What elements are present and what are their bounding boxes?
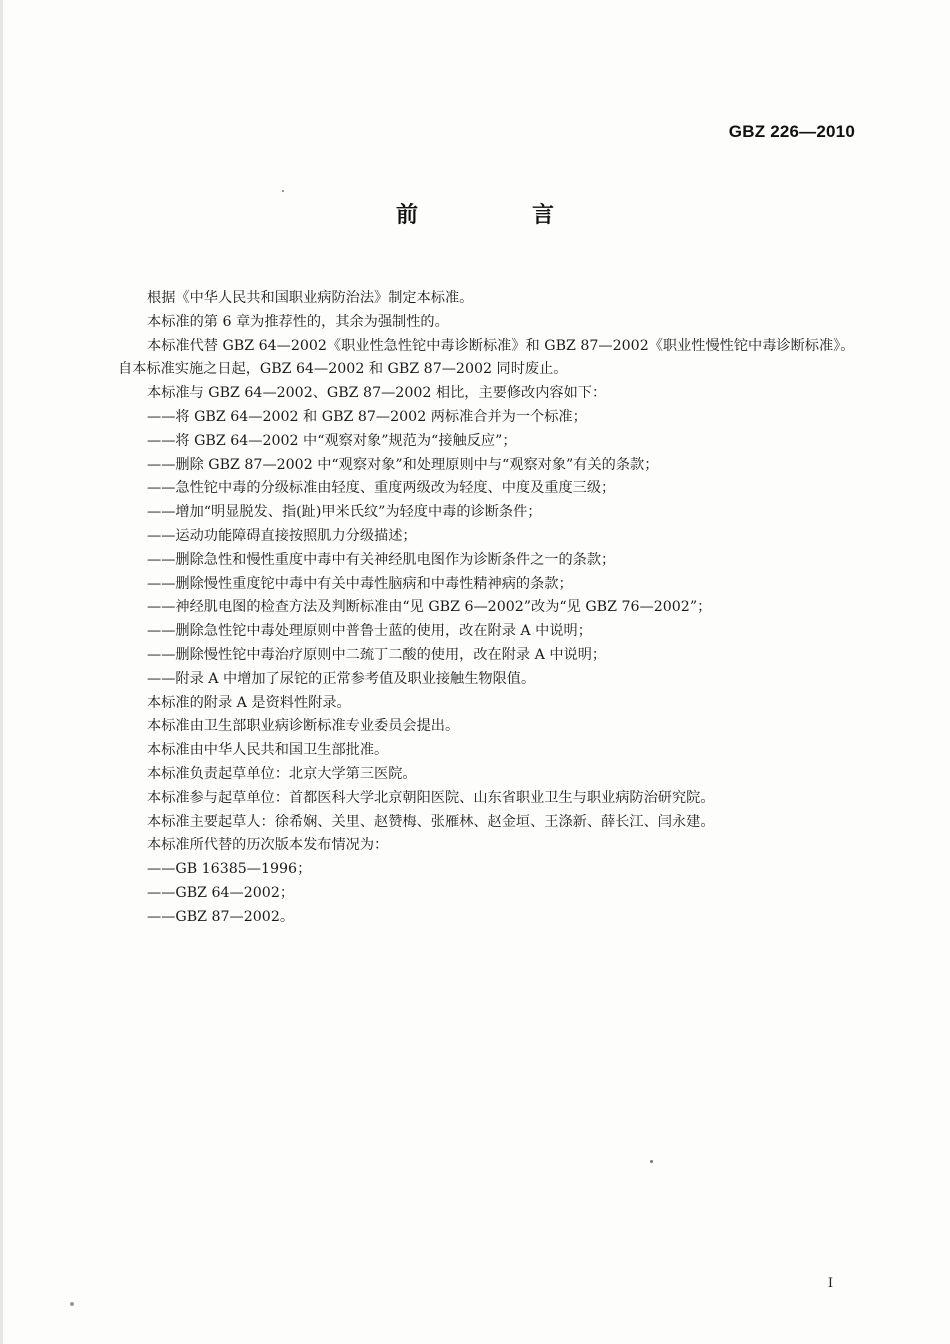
- scan-speck: [70, 1302, 74, 1306]
- standard-code: GBZ 226—2010: [728, 122, 855, 141]
- paragraph: 本标准参与起草单位：首都医科大学北京朝阳医院、山东省职业卫生与职业病防治研究院。: [147, 789, 715, 806]
- list-item: ——删除急性和慢性重度中毒中有关神经肌电图作为诊断条件之一的条款；: [147, 551, 616, 568]
- list-item: ——删除急性铊中毒处理原则中普鲁士蓝的使用，改在附录 A 中说明；: [147, 623, 592, 640]
- paragraph: 本标准由卫生部职业病诊断标准专业委员会提出。: [147, 718, 460, 735]
- list-item: ——增加“明显脱发、指(趾)甲米氏纹”为轻度中毒的诊断条件；: [147, 504, 542, 521]
- paragraph: 本标准的第 6 章为推荐性的，其余为强制性的。: [147, 313, 449, 330]
- paragraph: 本标准主要起草人：徐希娴、关里、赵赞梅、张雁林、赵金垣、王涤新、薛长江、闫永建。: [147, 813, 715, 830]
- page-title: 前 言: [395, 203, 600, 228]
- list-item: ——急性铊中毒的分级标准由轻度、重度两级改为轻度、中度及重度三级；: [147, 480, 616, 497]
- paragraph: 根据《中华人民共和国职业病防治法》制定本标准。: [147, 290, 474, 306]
- scan-speck: [282, 190, 284, 192]
- list-item: ——附录 A 中增加了尿铊的正常参考值及职业接触生物限值。: [147, 670, 536, 687]
- paragraph: 本标准由中华人民共和国卫生部批准。: [147, 742, 389, 759]
- list-item: ——GBZ 87—2002。: [147, 908, 295, 925]
- paragraph: 本标准负责起草单位：北京大学第三医院。: [147, 765, 417, 782]
- list-item: ——删除慢性铊中毒治疗原则中二巯丁二酸的使用，改在附录 A 中说明；: [147, 646, 607, 663]
- scan-speck: [650, 1160, 653, 1163]
- list-item: ——删除 GBZ 87—2002 中“观察对象”和处理原则中与“观察对象”有关的条款；: [147, 456, 659, 473]
- list-item: ——GB 16385—1996；: [147, 861, 312, 878]
- list-item: ——将 GBZ 64—2002 和 GBZ 87—2002 两标准合并为一个标准；: [147, 408, 587, 425]
- paragraph: 本标准代替 GBZ 64—2002《职业性急性铊中毒诊断标准》和 GBZ 87—2002《职业性慢性铊中毒诊断标准》。自本标准实施之日起，GBZ 64—2002 和 GBZ 87—2002 同时废止。: [118, 337, 855, 378]
- paragraph: 本标准所代替的历次版本发布情况为：: [147, 837, 389, 854]
- paragraph: 本标准与 GBZ 64—2002、GBZ 87—2002 相比，主要修改内容如下：: [147, 385, 607, 402]
- list-item: ——GBZ 64—2002；: [147, 884, 295, 901]
- foreword-body: [118, 287, 856, 930]
- list-item: ——神经肌电图的检查方法及判断标准由“见 GBZ 6—2002”改为“见 GBZ 76—2002”；: [147, 599, 712, 616]
- page-number: I: [827, 1276, 833, 1291]
- list-item: ——运动功能障碍直接按照肌力分级描述；: [147, 527, 417, 544]
- list-item: ——将 GBZ 64—2002 中“观察对象”规范为“接触反应”；: [147, 432, 517, 449]
- list-item: ——删除慢性重度铊中毒中有关中毒性脑病和中毒性精神病的条款；: [147, 575, 573, 592]
- paragraph: 本标准的附录 A 是资料性附录。: [147, 694, 351, 711]
